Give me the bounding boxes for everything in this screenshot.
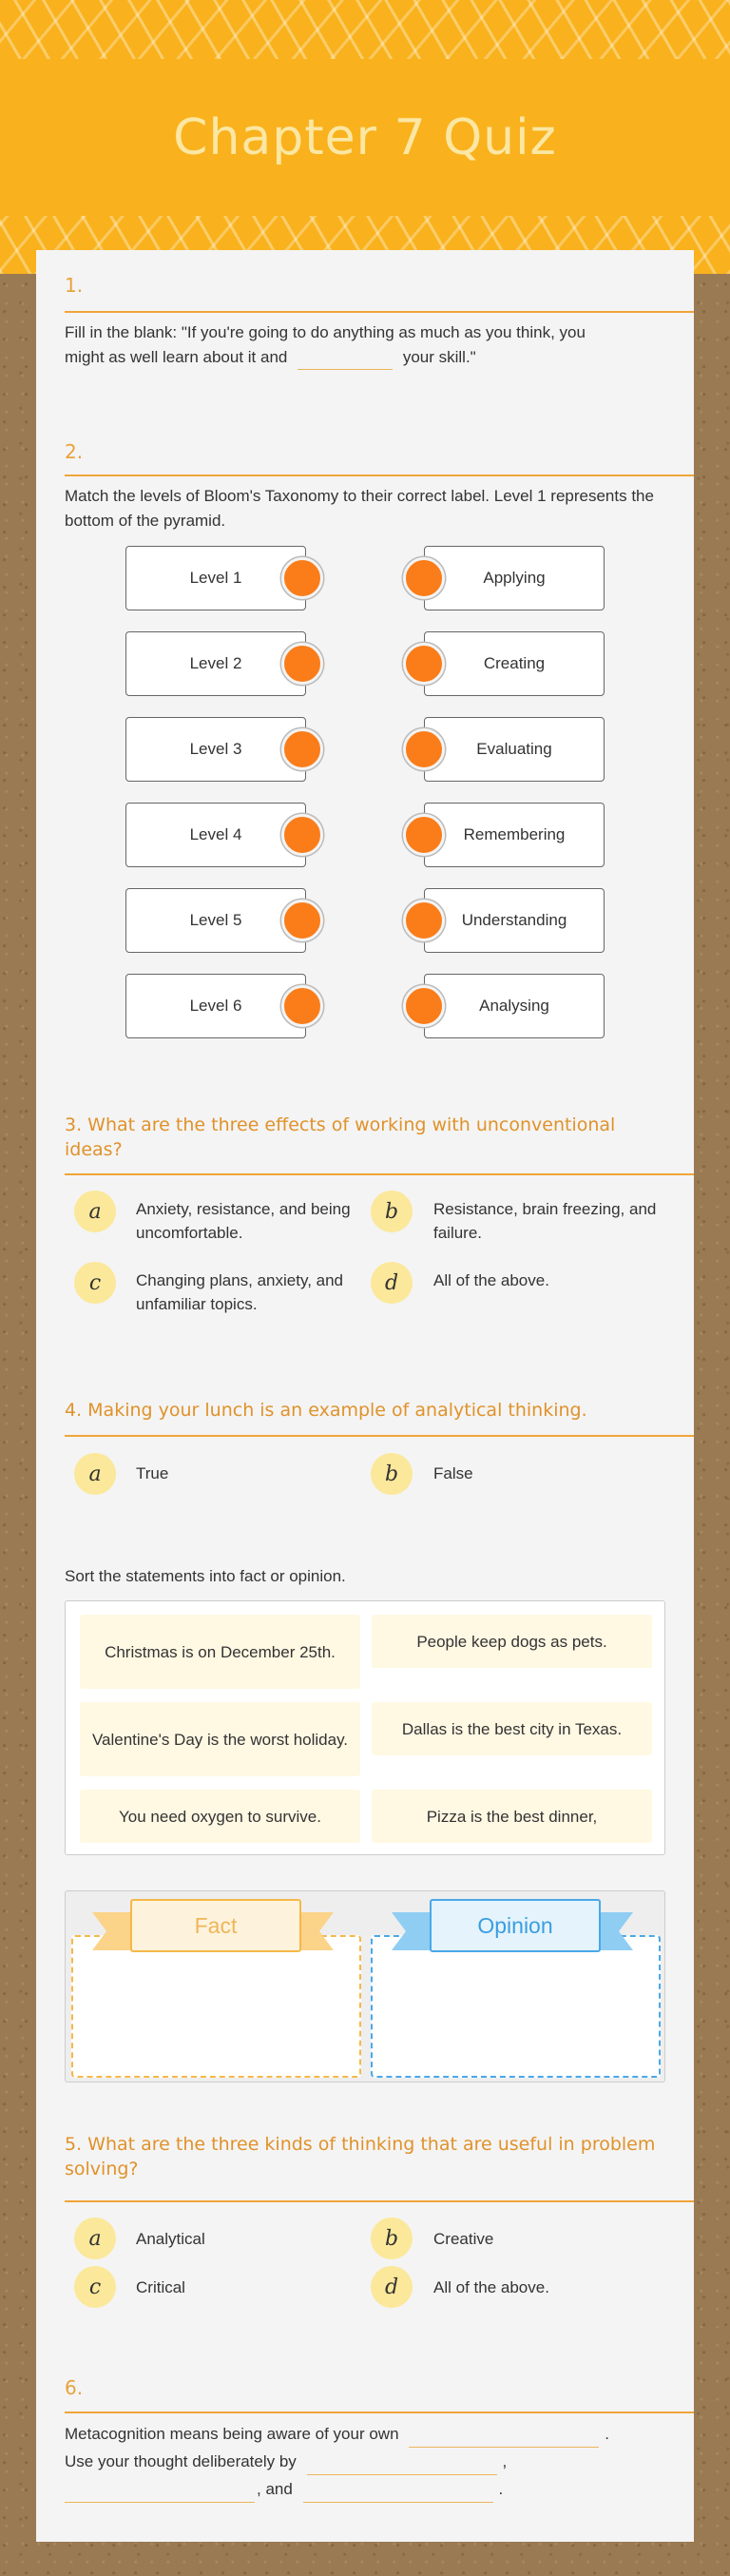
- sort-item-2[interactable]: People keep dogs as pets.: [372, 1615, 652, 1668]
- q5-option-a-text[interactable]: Analytical: [136, 2230, 205, 2248]
- q5-option-d-bubble[interactable]: d: [371, 2266, 413, 2308]
- q1-number: 1.: [65, 274, 84, 297]
- q5-option-b-text[interactable]: Creative: [433, 2230, 494, 2248]
- opinion-drop-zone[interactable]: [371, 1935, 661, 2078]
- match-right-1[interactable]: Applying: [424, 546, 605, 610]
- q1-rule: [65, 311, 694, 313]
- q3-option-a-text[interactable]: Anxiety, resistance, and being uncomfortable.: [136, 1200, 351, 1242]
- q4-option-a-text[interactable]: True: [136, 1464, 169, 1482]
- sort-items-area: [65, 1600, 665, 1855]
- q3-option-b-bubble[interactable]: b: [371, 1191, 413, 1232]
- q6-line1: Metacognition means being aware of your own: [65, 2425, 399, 2443]
- q5-option-c-text[interactable]: Critical: [136, 2278, 185, 2296]
- match-right-handle-5[interactable]: [403, 900, 445, 941]
- q6-rule: [65, 2411, 694, 2413]
- q1-line1: Fill in the blank: "If you're going to do anything as much as you think, you: [65, 323, 586, 341]
- match-right-5[interactable]: Understanding: [424, 888, 605, 953]
- q3-option-c-bubble[interactable]: c: [74, 1262, 116, 1304]
- q6-line2: Use your thought deliberately by: [65, 2452, 297, 2470]
- sort-item-4[interactable]: Dallas is the best city in Texas.: [372, 1702, 652, 1755]
- match-right-6[interactable]: Analysing: [424, 974, 605, 1038]
- page-title: Chapter 7 Quiz: [173, 108, 557, 166]
- match-right-handle-3[interactable]: [403, 728, 445, 770]
- q3-option-a-bubble[interactable]: a: [74, 1191, 116, 1232]
- opinion-label: Opinion: [430, 1899, 601, 1952]
- q5-option-c-bubble[interactable]: c: [74, 2266, 116, 2308]
- fact-label: Fact: [130, 1899, 301, 1952]
- match-left-3[interactable]: Level 3: [125, 717, 306, 782]
- q6-blank-2-input[interactable]: [307, 2454, 497, 2475]
- q1-text: [65, 320, 665, 370]
- match-right-handle-2[interactable]: [403, 643, 445, 685]
- q3-option-c-text[interactable]: Changing plans, anxiety, and unfamiliar topics.: [136, 1271, 344, 1313]
- match-right-handle-1[interactable]: [403, 557, 445, 599]
- fact-drop-zone[interactable]: [71, 1935, 361, 2078]
- q6-blank-3-input[interactable]: [65, 2482, 255, 2503]
- match-right-4[interactable]: Remembering: [424, 803, 605, 867]
- match-right-handle-4[interactable]: [403, 814, 445, 856]
- q6-comma: ,: [502, 2452, 508, 2470]
- match-left-handle-2[interactable]: [281, 643, 323, 685]
- sort-item-6[interactable]: Pizza is the best dinner,: [372, 1790, 652, 1843]
- match-right-3[interactable]: Evaluating: [424, 717, 605, 782]
- match-left-handle-3[interactable]: [281, 728, 323, 770]
- match-right-handle-6[interactable]: [403, 985, 445, 1027]
- q5-option-b-bubble[interactable]: b: [371, 2218, 413, 2259]
- q4-option-b-text[interactable]: False: [433, 1464, 473, 1482]
- sort-prompt: Sort the statements into fact or opinion.: [65, 1567, 346, 1585]
- sort-item-3[interactable]: Valentine's Day is the worst holiday.: [80, 1702, 360, 1776]
- q3-option-d-bubble[interactable]: d: [371, 1262, 413, 1304]
- sort-buckets: [65, 1890, 665, 2082]
- q2-number: 2.: [65, 440, 84, 463]
- match-left-4[interactable]: Level 4: [125, 803, 306, 867]
- match-left-handle-6[interactable]: [281, 985, 323, 1027]
- worksheet-card: [36, 250, 694, 2542]
- q6-number: 6.: [65, 2376, 84, 2399]
- q3-rule: [65, 1173, 694, 1175]
- q6-blank-4-input[interactable]: [303, 2482, 493, 2503]
- q6-period-1: .: [605, 2425, 610, 2443]
- match-left-1[interactable]: Level 1: [125, 546, 306, 610]
- match-left-6[interactable]: Level 6: [125, 974, 306, 1038]
- q1-line2-after: your skill.": [402, 348, 476, 366]
- match-right-2[interactable]: Creating: [424, 631, 605, 696]
- q2-rule: [65, 475, 694, 476]
- q5-question: 5. What are the three kinds of thinking that are useful in problem solving?: [65, 2134, 656, 2179]
- sort-item-5[interactable]: You need oxygen to survive.: [80, 1790, 360, 1843]
- title-banner: [0, 59, 730, 216]
- match-left-2[interactable]: Level 2: [125, 631, 306, 696]
- q6-and: , and: [257, 2480, 293, 2498]
- q6-period-2: .: [498, 2480, 504, 2498]
- match-left-5[interactable]: Level 5: [125, 888, 306, 953]
- q4-question: 4. Making your lunch is an example of analytical thinking.: [65, 1400, 587, 1421]
- q1-line2-before: might as well learn about it and: [65, 348, 288, 366]
- sort-item-1[interactable]: Christmas is on December 25th.: [80, 1615, 360, 1689]
- q6-text: [65, 2420, 665, 2503]
- q4-option-b-bubble[interactable]: b: [371, 1453, 413, 1495]
- match-left-handle-1[interactable]: [281, 557, 323, 599]
- q6-blank-1-input[interactable]: [409, 2427, 599, 2448]
- q5-rule: [65, 2200, 694, 2202]
- q3-question: 3. What are the three effects of working with unconventional ideas?: [65, 1114, 616, 1160]
- q3-option-b-text[interactable]: Resistance, brain freezing, and failure.: [433, 1200, 657, 1242]
- q5-option-a-bubble[interactable]: a: [74, 2218, 116, 2259]
- q4-option-a-bubble[interactable]: a: [74, 1453, 116, 1495]
- q5-option-d-text[interactable]: All of the above.: [433, 2278, 549, 2296]
- match-left-handle-4[interactable]: [281, 814, 323, 856]
- q2-prompt: Match the levels of Bloom's Taxonomy to their correct label. Level 1 represents the bottom of the pyramid.: [65, 487, 654, 530]
- q4-rule: [65, 1435, 694, 1437]
- q3-option-d-text[interactable]: All of the above.: [433, 1271, 549, 1289]
- q1-blank-input[interactable]: [298, 349, 393, 370]
- match-left-handle-5[interactable]: [281, 900, 323, 941]
